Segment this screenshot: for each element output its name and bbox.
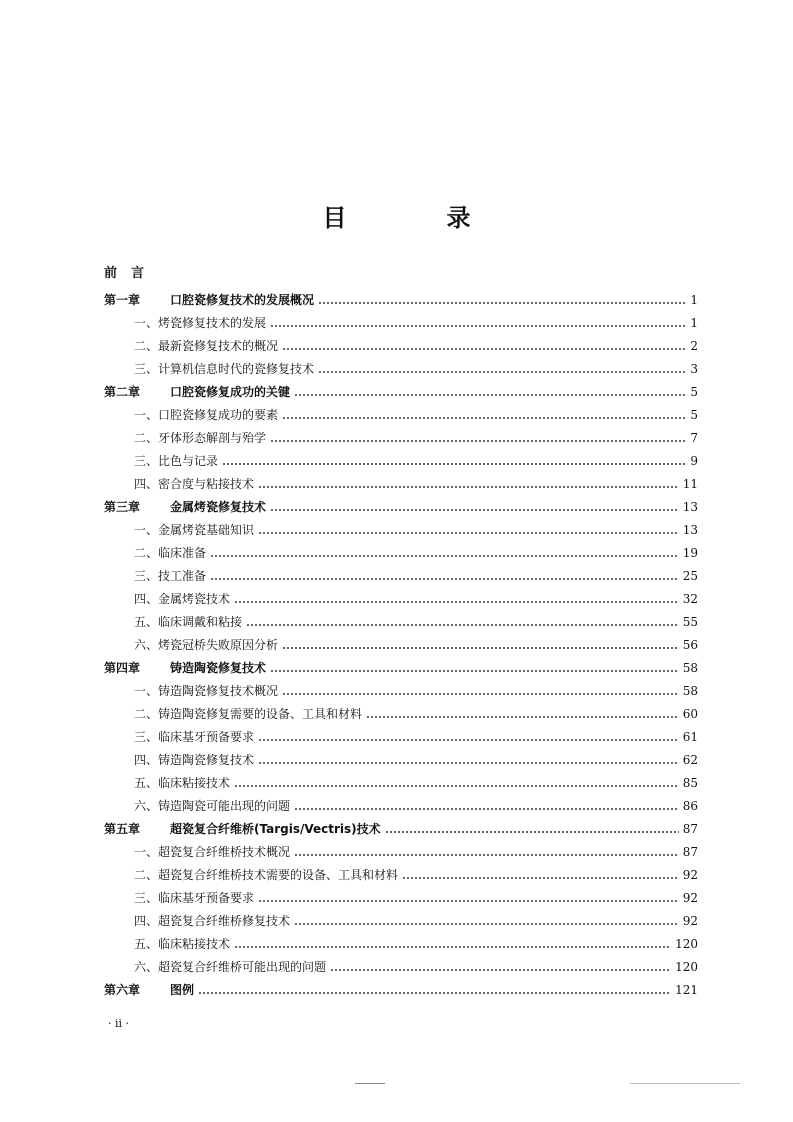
- toc-entry-label: [104, 661, 266, 675]
- toc-entry-title: 三、计算机信息时代的瓷修复技术: [134, 362, 315, 376]
- toc-page-number: 25: [682, 569, 698, 583]
- chapter-number: 第一章: [104, 293, 141, 307]
- toc-page-number: 120: [675, 937, 698, 951]
- toc-entry-label: [134, 753, 254, 767]
- toc-section-row: [104, 790, 698, 813]
- toc-entry-label: [134, 362, 314, 376]
- toc-page-number: 58: [682, 684, 698, 698]
- toc-entry-label: [134, 477, 254, 491]
- dot-leader: [294, 923, 679, 925]
- toc-section-row: [104, 537, 698, 560]
- toc-section-row: [104, 721, 698, 744]
- page-title: [0, 198, 793, 233]
- toc-page-number: 19: [682, 546, 698, 560]
- toc-page-number: 58: [682, 661, 698, 675]
- toc-entry-label: [134, 523, 254, 537]
- toc-preface: [104, 262, 144, 281]
- toc-page-number: 92: [682, 891, 698, 905]
- toc-entry-title: 五、临床调戴和粘接: [134, 615, 243, 629]
- toc-page-number: 3: [690, 362, 698, 376]
- toc-section-row: [104, 606, 698, 629]
- toc-entry-title: 超瓷复合纤维桥(Targis/Vectris)技术: [170, 822, 381, 836]
- chapter-number: 第五章: [104, 822, 141, 836]
- toc-page-number: 62: [682, 753, 698, 767]
- toc-entry-title: 六、铸造陶瓷可能出现的问题: [134, 799, 291, 813]
- dot-leader: [246, 624, 679, 626]
- toc-entry-label: [134, 339, 278, 353]
- dot-leader: [258, 900, 679, 902]
- toc-section-row: [104, 560, 698, 583]
- toc-entry-title: 口腔瓷修复技术的发展概况: [170, 293, 315, 307]
- toc-page-number: 56: [682, 638, 698, 652]
- toc-page-number: 121: [675, 983, 698, 997]
- toc-section-row: [104, 675, 698, 698]
- dot-leader: [234, 601, 679, 603]
- dot-leader: [385, 831, 679, 833]
- toc-section-row: [104, 905, 698, 928]
- toc-section-row: [104, 744, 698, 767]
- toc-section-row: [104, 307, 698, 330]
- toc-entry-title: 四、金属烤瓷技术: [134, 592, 231, 606]
- dot-leader: [402, 877, 679, 879]
- toc-page-number: 11: [682, 477, 698, 491]
- page-folio: · ii ·: [108, 1017, 130, 1030]
- dot-leader: [270, 440, 686, 442]
- toc-entry-label: [134, 684, 278, 698]
- toc-entry-title: 二、最新瓷修复技术的概况: [134, 339, 279, 353]
- dot-leader: [270, 325, 686, 327]
- chapter-number: 第二章: [104, 385, 141, 399]
- toc-chapter-row: [104, 284, 698, 307]
- toc-entry-label: [134, 592, 230, 606]
- toc-entry-title: 二、超瓷复合纤维桥技术需要的设备、工具和材料: [134, 868, 399, 882]
- toc-entry-title: 金属烤瓷修复技术: [170, 500, 267, 514]
- toc-chapter-row: [104, 652, 698, 675]
- toc-page-number: 60: [682, 707, 698, 721]
- dot-leader: [282, 647, 679, 649]
- dot-leader: [258, 532, 679, 534]
- toc-entry-title: 三、临床基牙预备要求: [134, 891, 255, 905]
- toc-entry-title: 三、比色与记录: [134, 454, 219, 468]
- toc-entry-label: [134, 891, 254, 905]
- toc-section-row: [104, 514, 698, 537]
- toc-page-number: 5: [690, 385, 698, 399]
- toc-entry-label: [134, 707, 362, 721]
- toc-entry-label: [134, 638, 278, 652]
- toc-chapter-row: [104, 376, 698, 399]
- dot-leader: [318, 302, 686, 304]
- toc-entry-title: 四、铸造陶瓷修复技术: [134, 753, 255, 767]
- toc-entry-label: [134, 546, 206, 560]
- toc-page-number: 7: [690, 431, 698, 445]
- chapter-number: 第三章: [104, 500, 141, 514]
- dot-leader: [210, 578, 679, 580]
- toc-section-row: [104, 445, 698, 468]
- dot-leader: [282, 348, 686, 350]
- dot-leader: [282, 693, 679, 695]
- dot-leader: [294, 854, 679, 856]
- toc-section-row: [104, 698, 698, 721]
- toc-entry-title: 六、超瓷复合纤维桥可能出现的问题: [134, 960, 327, 974]
- toc-page-number: 86: [682, 799, 698, 813]
- toc-section-row: [104, 399, 698, 422]
- dot-leader: [270, 670, 679, 672]
- dot-leader: [258, 739, 679, 741]
- toc-entry-label: [134, 937, 230, 951]
- toc-entry-label: [134, 454, 218, 468]
- dot-leader: [366, 716, 679, 718]
- toc-entry-label: [134, 615, 242, 629]
- toc-entry-label: [134, 431, 266, 445]
- toc-entry-title: 一、铸造陶瓷修复技术概况: [134, 684, 279, 698]
- dot-leader: [294, 808, 679, 810]
- toc-entry-label: [134, 845, 290, 859]
- scan-mark: [630, 1083, 740, 1084]
- toc-entry-title: 三、临床基牙预备要求: [134, 730, 255, 744]
- toc-page-number: 1: [690, 293, 698, 307]
- dot-leader: [282, 417, 686, 419]
- toc-entry-title: 铸造陶瓷修复技术: [170, 661, 267, 675]
- toc-page-number: 92: [682, 914, 698, 928]
- dot-leader: [222, 463, 686, 465]
- toc-page-number: 9: [690, 454, 698, 468]
- toc-entry-label: [134, 776, 230, 790]
- toc-section-row: [104, 330, 698, 353]
- toc-entry-label: [134, 914, 290, 928]
- toc-section-row: [104, 951, 698, 974]
- toc-section-row: [104, 859, 698, 882]
- preface-char-2: 言: [131, 266, 145, 281]
- dot-leader: [210, 555, 679, 557]
- toc-entry-label: [134, 316, 266, 330]
- toc-page-number: 87: [682, 822, 698, 836]
- toc-section-row: [104, 353, 698, 376]
- toc-page-number: 120: [675, 960, 698, 974]
- toc-entry-title: 五、临床粘接技术: [134, 776, 231, 790]
- toc-entry-label: [134, 960, 326, 974]
- toc-entry-title: 四、超瓷复合纤维桥修复技术: [134, 914, 291, 928]
- toc-section-row: [104, 928, 698, 951]
- toc-page-number: 13: [682, 523, 698, 537]
- toc-entry-label: [104, 500, 266, 514]
- toc-section-row: [104, 882, 698, 905]
- dot-leader: [198, 992, 671, 994]
- toc-entry-label: [104, 293, 314, 307]
- toc-section-row: [104, 767, 698, 790]
- toc-page-number: 61: [682, 730, 698, 744]
- toc-entry-title: 图例: [170, 983, 195, 997]
- preface-char-1: 前: [104, 266, 118, 281]
- toc-chapter-row: [104, 974, 698, 997]
- toc-page-number: 32: [682, 592, 698, 606]
- toc-entry-label: [134, 868, 398, 882]
- toc-section-row: [104, 468, 698, 491]
- toc-entry-title: 一、口腔瓷修复成功的要素: [134, 408, 279, 422]
- dot-leader: [234, 785, 679, 787]
- dot-leader: [270, 509, 679, 511]
- toc-entry-label: [134, 730, 254, 744]
- dot-leader: [258, 762, 679, 764]
- toc-entry-title: 口腔瓷修复成功的关键: [170, 385, 291, 399]
- toc-entry-title: 二、铸造陶瓷修复需要的设备、工具和材料: [134, 707, 363, 721]
- toc-chapter-row: [104, 491, 698, 514]
- toc-page-number: 2: [690, 339, 698, 353]
- title-char-2: 录: [446, 204, 471, 232]
- toc-page-number: 85: [682, 776, 698, 790]
- toc-chapter-row: [104, 813, 698, 836]
- toc-entry-title: 一、超瓷复合纤维桥技术概况: [134, 845, 291, 859]
- toc-entry-label: [134, 799, 290, 813]
- toc-section-row: [104, 629, 698, 652]
- toc-page-number: 87: [682, 845, 698, 859]
- toc-page-number: 13: [682, 500, 698, 514]
- toc-entry-title: 一、金属烤瓷基础知识: [134, 523, 255, 537]
- dot-leader: [258, 486, 679, 488]
- toc-entry-label: [104, 983, 194, 997]
- toc-section-row: [104, 583, 698, 606]
- chapter-number: 第四章: [104, 661, 141, 675]
- scan-mark: [355, 1083, 385, 1084]
- toc-entry-label: [104, 385, 290, 399]
- toc-entry-title: 三、技工准备: [134, 569, 207, 583]
- dot-leader: [318, 371, 686, 373]
- table-of-contents: [104, 284, 698, 997]
- toc-page-number: 1: [690, 316, 698, 330]
- toc-page-number: 92: [682, 868, 698, 882]
- chapter-number: 第六章: [104, 983, 141, 997]
- toc-entry-title: 四、密合度与粘接技术: [134, 477, 255, 491]
- toc-section-row: [104, 422, 698, 445]
- toc-page-number: 55: [682, 615, 698, 629]
- toc-entry-label: [104, 822, 381, 836]
- dot-leader: [294, 394, 686, 396]
- toc-entry-title: 六、烤瓷冠桥失败原因分析: [134, 638, 279, 652]
- toc-page-number: 5: [690, 408, 698, 422]
- toc-entry-title: 二、临床准备: [134, 546, 207, 560]
- toc-entry-title: 二、牙体形态解剖与殆学: [134, 431, 267, 445]
- toc-entry-label: [134, 408, 278, 422]
- toc-entry-title: 五、临床粘接技术: [134, 937, 231, 951]
- dot-leader: [234, 946, 671, 948]
- toc-section-row: [104, 836, 698, 859]
- title-char-1: 目: [322, 204, 347, 232]
- dot-leader: [330, 969, 671, 971]
- toc-entry-label: [134, 569, 206, 583]
- toc-entry-title: 一、烤瓷修复技术的发展: [134, 316, 267, 330]
